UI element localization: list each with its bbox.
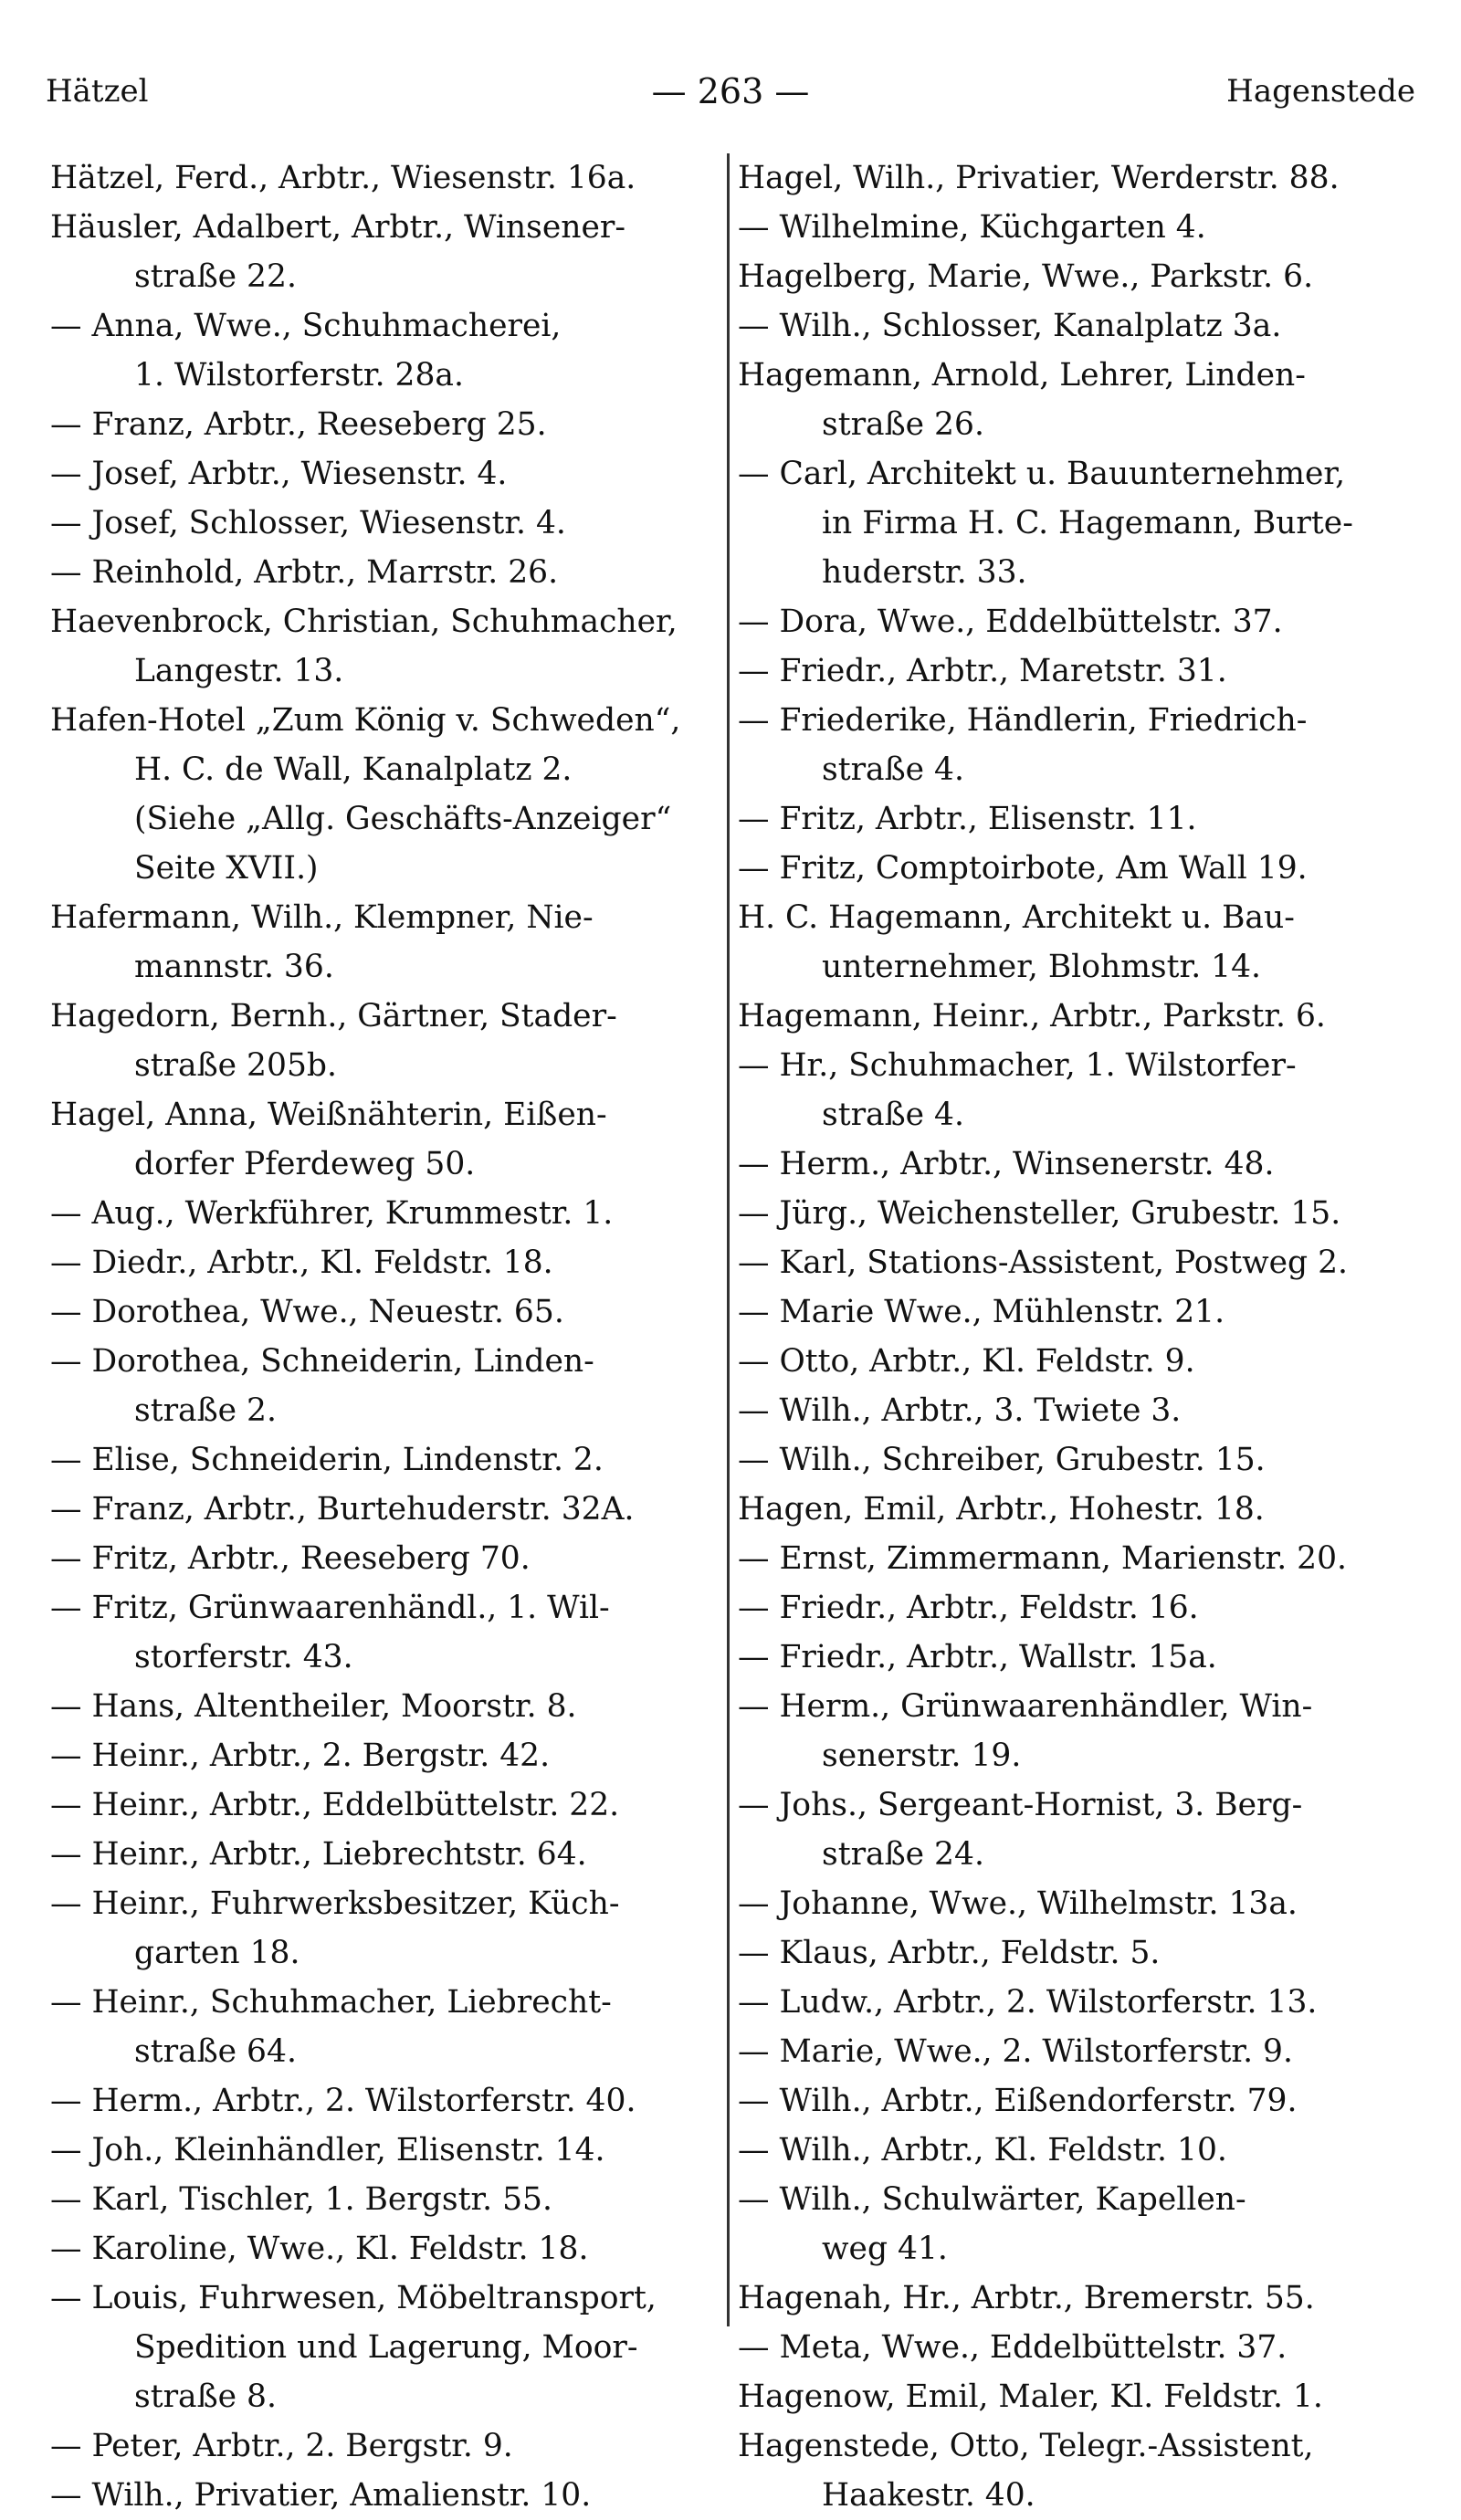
entry-continuation-line: straße 26.: [822, 406, 984, 443]
directory-entry-line: — Fritz, Arbtr., Reeseberg 70.: [50, 1540, 531, 1577]
directory-entry-line: — Herm., Grünwaarenhändler, Win-: [738, 1688, 1313, 1725]
directory-entry-line: Hätzel, Ferd., Arbtr., Wiesenstr. 16a.: [50, 160, 636, 196]
directory-entry-line: Hafen-Hotel „Zum König v. Schweden“,: [50, 702, 681, 739]
directory-entry-line: Hagemann, Heinr., Arbtr., Parkstr. 6.: [738, 998, 1326, 1034]
page-number: — 263 —: [651, 71, 810, 111]
directory-entry-line: — Jürg., Weichensteller, Grubestr. 15.: [738, 1195, 1341, 1232]
entry-continuation-line: straße 4.: [822, 751, 964, 788]
directory-entry-line: — Meta, Wwe., Eddelbüttelstr. 37.: [738, 2329, 1288, 2366]
directory-entry-line: — Wilhelmine, Küchgarten 4.: [738, 209, 1206, 246]
entry-continuation-line: straße 8.: [134, 2378, 277, 2415]
entry-continuation-line: huderstr. 33.: [822, 554, 1027, 591]
directory-entry-line: — Anna, Wwe., Schuhmacherei,: [50, 308, 562, 344]
directory-entry-line: — Friederike, Händlerin, Friedrich-: [738, 702, 1308, 739]
entry-continuation-line: storferstr. 43.: [134, 1639, 353, 1675]
directory-entry-line: — Dora, Wwe., Eddelbüttelstr. 37.: [738, 604, 1283, 640]
directory-entry-line: — Johs., Sergeant-Hornist, 3. Berg-: [738, 1787, 1303, 1823]
entry-continuation-line: in Firma H. C. Hagemann, Burte-: [822, 505, 1353, 541]
directory-entry-line: — Friedr., Arbtr., Wallstr. 15a.: [738, 1639, 1217, 1675]
directory-entry-line: — Hr., Schuhmacher, 1. Wilstorfer-: [738, 1047, 1297, 1084]
directory-entry-line: — Heinr., Schuhmacher, Liebrecht-: [50, 1984, 612, 2021]
directory-entry-line: — Johanne, Wwe., Wilhelmstr. 13a.: [738, 1885, 1298, 1922]
directory-entry-line: — Wilh., Arbtr., Eißendorferstr. 79.: [738, 2083, 1298, 2119]
directory-entry-line: — Klaus, Arbtr., Feldstr. 5.: [738, 1935, 1161, 1971]
directory-entry-line: Hagel, Anna, Weißnähterin, Eißen-: [50, 1097, 607, 1133]
directory-entry-line: — Karl, Tischler, 1. Bergstr. 55.: [50, 2181, 552, 2218]
directory-entry-line: — Aug., Werkführer, Krummestr. 1.: [50, 1195, 614, 1232]
entry-continuation-line: (Siehe „Allg. Geschäfts-Anzeiger“: [134, 801, 672, 837]
directory-entry-line: — Franz, Arbtr., Burtehuderstr. 32A.: [50, 1491, 635, 1528]
directory-entry-line: — Marie Wwe., Mühlenstr. 21.: [738, 1294, 1225, 1330]
directory-entry-line: — Dorothea, Wwe., Neuestr. 65.: [50, 1294, 564, 1330]
directory-entry-line: — Carl, Architekt u. Bauunternehmer,: [738, 456, 1346, 492]
directory-entry-line: — Joh., Kleinhändler, Elisenstr. 14.: [50, 2132, 605, 2168]
directory-entry-line: — Heinr., Arbtr., Eddelbüttelstr. 22.: [50, 1787, 620, 1823]
directory-entry-line: Hagenstede, Otto, Telegr.-Assistent,: [738, 2428, 1314, 2464]
directory-entry-line: — Wilh., Arbtr., 3. Twiete 3.: [738, 1392, 1182, 1429]
directory-entry-line: — Heinr., Fuhrwerksbesitzer, Küch-: [50, 1885, 620, 1922]
directory-entry-line: Hafermann, Wilh., Klempner, Nie-: [50, 899, 594, 936]
entry-continuation-line: straße 24.: [822, 1836, 984, 1873]
entry-continuation-line: Seite XVII.): [134, 850, 319, 887]
directory-entry-line: H. C. Hagemann, Architekt u. Bau-: [738, 899, 1295, 936]
entry-continuation-line: Spedition und Lagerung, Moor-: [134, 2329, 638, 2366]
directory-entry-line: Hagelberg, Marie, Wwe., Parkstr. 6.: [738, 258, 1314, 295]
directory-entry-line: — Heinr., Arbtr., 2. Bergstr. 42.: [50, 1738, 551, 1774]
page-header: [46, 64, 1415, 119]
directory-entry-line: — Diedr., Arbtr., Kl. Feldstr. 18.: [50, 1244, 553, 1281]
directory-entry-line: Hagenow, Emil, Maler, Kl. Feldstr. 1.: [738, 2378, 1323, 2415]
entry-continuation-line: straße 2.: [134, 1392, 277, 1429]
entry-continuation-line: Langestr. 13.: [134, 653, 344, 689]
directory-entry-line: Haevenbrock, Christian, Schuhmacher,: [50, 604, 678, 640]
directory-entry-line: — Fritz, Grünwaarenhändl., 1. Wil-: [50, 1590, 610, 1626]
directory-entry-line: — Friedr., Arbtr., Feldstr. 16.: [738, 1590, 1199, 1626]
entry-continuation-line: garten 18.: [134, 1935, 300, 1971]
entry-continuation-line: unternehmer, Blohmstr. 14.: [822, 949, 1261, 985]
directory-entry-line: — Hans, Altentheiler, Moorstr. 8.: [50, 1688, 577, 1725]
entry-continuation-line: weg 41.: [822, 2231, 948, 2267]
entry-continuation-line: H. C. de Wall, Kanalplatz 2.: [134, 751, 573, 788]
directory-entry-line: — Marie, Wwe., 2. Wilstorferstr. 9.: [738, 2033, 1293, 2070]
left-column: [50, 153, 717, 2514]
directory-entry-line: Hagenah, Hr., Arbtr., Bremerstr. 55.: [738, 2280, 1315, 2316]
entry-continuation-line: straße 4.: [822, 1097, 964, 1133]
directory-entry-line: — Franz, Arbtr., Reeseberg 25.: [50, 406, 547, 443]
directory-entry-line: — Wilh., Privatier, Amalienstr. 10.: [50, 2477, 592, 2514]
directory-entry-line: — Fritz, Arbtr., Elisenstr. 11.: [738, 801, 1197, 837]
directory-entry-line: — Herm., Arbtr., 2. Wilstorferstr. 40.: [50, 2083, 636, 2119]
directory-entry-line: Hagen, Emil, Arbtr., Hohestr. 18.: [738, 1491, 1265, 1528]
right-column: [738, 153, 1414, 2514]
directory-entry-line: — Ernst, Zimmermann, Marienstr. 20.: [738, 1540, 1347, 1577]
directory-entry-line: — Friedr., Arbtr., Maretstr. 31.: [738, 653, 1227, 689]
directory-entry-line: Hagedorn, Bernh., Gärtner, Stader-: [50, 998, 617, 1034]
directory-entry-line: — Dorothea, Schneiderin, Linden-: [50, 1343, 594, 1380]
directory-entry-line: — Karoline, Wwe., Kl. Feldstr. 18.: [50, 2231, 589, 2267]
directory-entry-line: — Otto, Arbtr., Kl. Feldstr. 9.: [738, 1343, 1195, 1380]
directory-entry-line: — Reinhold, Arbtr., Marrstr. 26.: [50, 554, 559, 591]
entry-continuation-line: dorfer Pferdeweg 50.: [134, 1146, 476, 1182]
directory-entry-line: Hagel, Wilh., Privatier, Werderstr. 88.: [738, 160, 1340, 196]
directory-entry-line: — Ludw., Arbtr., 2. Wilstorferstr. 13.: [738, 1984, 1318, 2021]
entry-continuation-line: mannstr. 36.: [134, 949, 334, 985]
entry-continuation-line: straße 22.: [134, 258, 297, 295]
column-divider: [727, 153, 730, 2326]
directory-entry-line: — Wilh., Schreiber, Grubestr. 15.: [738, 1442, 1266, 1478]
entry-continuation-line: straße 205b.: [134, 1047, 337, 1084]
directory-entry-line: — Karl, Stations-Assistent, Postweg 2.: [738, 1244, 1349, 1281]
directory-entry-line: — Wilh., Schlosser, Kanalplatz 3a.: [738, 308, 1282, 344]
entry-continuation-line: 1. Wilstorferstr. 28a.: [134, 357, 464, 394]
directory-entry-line: — Josef, Schlosser, Wiesenstr. 4.: [50, 505, 566, 541]
directory-entry-line: — Heinr., Arbtr., Liebrechtstr. 64.: [50, 1836, 587, 1873]
directory-entry-line: — Wilh., Schulwärter, Kapellen-: [738, 2181, 1246, 2218]
directory-entry-line: Hagemann, Arnold, Lehrer, Linden-: [738, 357, 1306, 394]
directory-entry-line: Häusler, Adalbert, Arbtr., Winsener-: [50, 209, 626, 246]
header-right-catchword: Hagenstede: [1226, 73, 1415, 110]
entry-continuation-line: senerstr. 19.: [822, 1738, 1022, 1774]
directory-entry-line: — Wilh., Arbtr., Kl. Feldstr. 10.: [738, 2132, 1227, 2168]
directory-entry-line: — Elise, Schneiderin, Lindenstr. 2.: [50, 1442, 604, 1478]
directory-entry-line: — Herm., Arbtr., Winsenerstr. 48.: [738, 1146, 1275, 1182]
entry-continuation-line: Haakestr. 40.: [822, 2477, 1035, 2514]
directory-entry-line: — Louis, Fuhrwesen, Möbeltransport,: [50, 2280, 657, 2316]
directory-entry-line: — Fritz, Comptoirbote, Am Wall 19.: [738, 850, 1308, 887]
header-left-catchword: Hätzel: [46, 73, 149, 110]
directory-entry-line: — Josef, Arbtr., Wiesenstr. 4.: [50, 456, 508, 492]
entry-continuation-line: straße 64.: [134, 2033, 297, 2070]
directory-entry-line: — Peter, Arbtr., 2. Bergstr. 9.: [50, 2428, 513, 2464]
